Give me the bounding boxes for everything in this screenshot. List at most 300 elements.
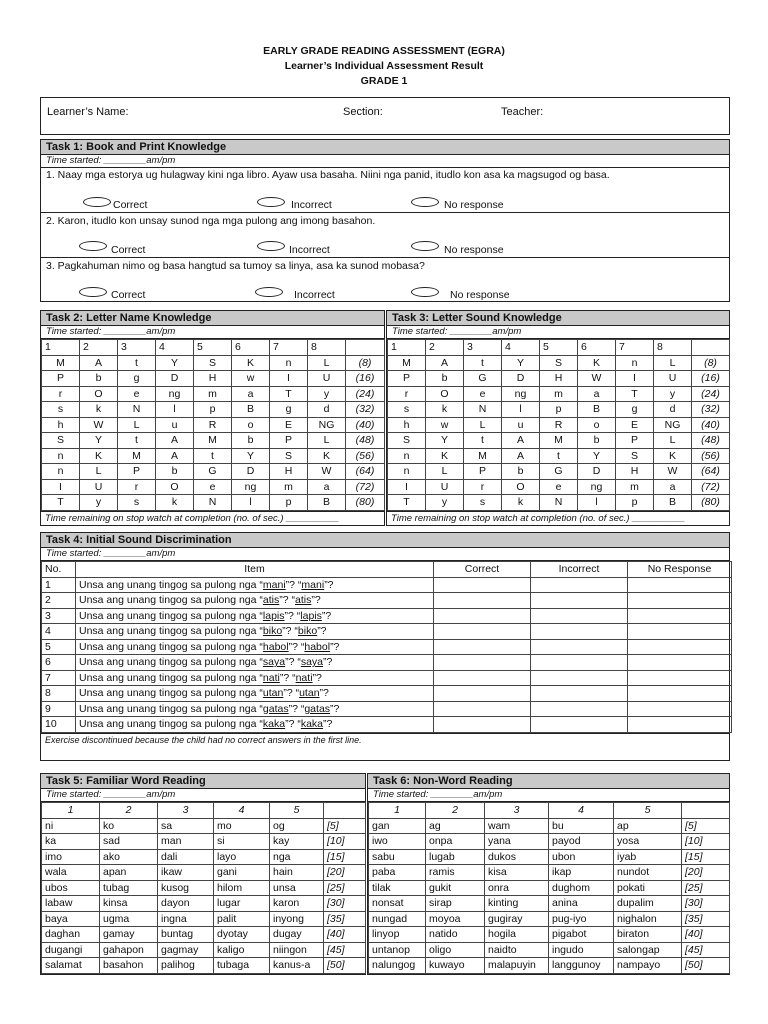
table-cell: paba <box>369 865 426 881</box>
table-cell: s <box>42 402 80 418</box>
row-count-cell: (16) <box>346 371 385 387</box>
no-response-cell[interactable] <box>628 655 732 671</box>
correct-cell[interactable] <box>434 670 531 686</box>
no-response-oval[interactable] <box>411 197 439 207</box>
table-cell: a <box>232 386 270 402</box>
incorrect-cell[interactable] <box>531 624 628 640</box>
table-cell: apan <box>100 865 158 881</box>
correct-cell[interactable] <box>434 655 531 671</box>
incorrect-cell[interactable] <box>531 701 628 717</box>
table-cell: langgunoy <box>549 958 614 974</box>
table-row <box>369 958 730 974</box>
table-cell: n <box>388 448 426 464</box>
no-response-cell[interactable] <box>628 639 732 655</box>
table-row <box>369 849 730 865</box>
column-number: 2 <box>80 340 118 356</box>
table-cell: P <box>270 433 308 449</box>
table-cell: T <box>270 386 308 402</box>
item-number: 3 <box>42 608 76 624</box>
table-cell: inyong <box>270 911 324 927</box>
row-count-cell: (80) <box>346 495 385 511</box>
row-count-cell: (40) <box>692 417 730 433</box>
table-cell: labaw <box>42 896 100 912</box>
incorrect-cell[interactable] <box>531 577 628 593</box>
table-row <box>42 701 732 717</box>
table-cell: kay <box>270 834 324 850</box>
table-cell: U <box>80 479 118 495</box>
row-count-cell: [20] <box>682 865 730 881</box>
incorrect-oval[interactable] <box>257 241 285 251</box>
table-cell: n <box>270 355 308 371</box>
table-cell: H <box>270 464 308 480</box>
table-cell: u <box>156 417 194 433</box>
table-cell: o <box>232 417 270 433</box>
column-number <box>682 803 730 819</box>
correct-oval[interactable] <box>79 287 107 297</box>
table-cell: D <box>578 464 616 480</box>
table-cell: L <box>308 355 346 371</box>
table-row <box>388 479 730 495</box>
column-number: 1 <box>388 340 426 356</box>
table-cell: sad <box>100 834 158 850</box>
column-number: 4 <box>214 803 270 819</box>
table-cell: gahapon <box>100 942 158 958</box>
no-response-cell[interactable] <box>628 670 732 686</box>
table-cell: biraton <box>614 927 682 943</box>
column-number: 5 <box>270 803 324 819</box>
table-cell: linyop <box>369 927 426 943</box>
incorrect-oval[interactable] <box>255 287 283 297</box>
table-cell: l <box>502 402 540 418</box>
table-row <box>369 865 730 881</box>
row-count-cell: [15] <box>324 849 366 865</box>
table-row <box>369 927 730 943</box>
table-cell: ako <box>100 849 158 865</box>
item-number: 4 <box>42 624 76 640</box>
table-cell: wala <box>42 865 100 881</box>
row-count-cell: [10] <box>324 834 366 850</box>
table-cell: onpa <box>426 834 485 850</box>
no-response-oval[interactable] <box>411 287 439 297</box>
task4-footer: Exercise discontinued because the child had no correct answers in the first line. <box>41 733 729 747</box>
incorrect-cell[interactable] <box>531 686 628 702</box>
table-cell: s <box>464 495 502 511</box>
table-cell: A <box>502 448 540 464</box>
item-text: Unsa ang unang tingog sa pulong nga “saya”? “saya”? <box>76 655 434 671</box>
table-cell: y <box>654 386 692 402</box>
row-count-cell: (24) <box>346 386 385 402</box>
column-number: 6 <box>232 340 270 356</box>
option-correct-label: Correct <box>111 244 146 256</box>
row-count-cell: (32) <box>692 402 730 418</box>
row-count-cell: [20] <box>324 865 366 881</box>
row-count-cell: (24) <box>692 386 730 402</box>
task6-time-started: Time started: ________am/pm <box>368 789 729 802</box>
table-cell: niingon <box>270 942 324 958</box>
column-number: 7 <box>616 340 654 356</box>
table-cell: e <box>464 386 502 402</box>
learner-name-label: Learner’s Name: <box>47 106 129 118</box>
table-cell: g <box>118 371 156 387</box>
incorrect-cell[interactable] <box>531 717 628 733</box>
table-cell: b <box>156 464 194 480</box>
table-cell: t <box>540 448 578 464</box>
table-row <box>42 355 385 371</box>
item-prompt: Unsa ang unang tingog sa pulong nga “ <box>79 656 263 669</box>
table-cell: Y <box>80 433 118 449</box>
item-prompt: Unsa ang unang tingog sa pulong nga “ <box>79 578 263 591</box>
incorrect-cell[interactable] <box>531 655 628 671</box>
table-cell: K <box>426 448 464 464</box>
table-cell: S <box>194 355 232 371</box>
table-cell: ikap <box>549 865 614 881</box>
task1-question-1: 1. Naay mga estorya ug hulagway kini nga libro. Ayaw usa basaha. Niini nga panid, itudlo kon asa ka magsugod og basa. <box>46 169 610 181</box>
table-cell: R <box>194 417 232 433</box>
table-cell: palit <box>214 911 270 927</box>
table-cell: e <box>540 479 578 495</box>
item-prompt: Unsa ang unang tingog sa pulong nga “ <box>79 609 263 622</box>
table-cell: L <box>308 433 346 449</box>
table-cell: L <box>118 417 156 433</box>
table-cell: D <box>156 371 194 387</box>
table-row <box>369 942 730 958</box>
table-cell: S <box>42 433 80 449</box>
no-response-cell[interactable] <box>628 624 732 640</box>
table-cell: r <box>42 386 80 402</box>
table-cell: G <box>464 371 502 387</box>
table-cell: w <box>232 371 270 387</box>
table-cell: yosa <box>614 834 682 850</box>
row-count-cell: [35] <box>324 911 366 927</box>
table-cell: M <box>118 448 156 464</box>
task5-section <box>40 773 366 975</box>
table-cell: h <box>42 417 80 433</box>
item-number: 1 <box>42 577 76 593</box>
divider <box>41 257 729 258</box>
table-cell: y <box>426 495 464 511</box>
correct-cell[interactable] <box>434 639 531 655</box>
table-cell: L <box>464 417 502 433</box>
table-cell: p <box>194 402 232 418</box>
item-prompt: Unsa ang unang tingog sa pulong nga “ <box>79 625 263 638</box>
table-cell: pug-iyo <box>549 911 614 927</box>
column-number <box>346 340 385 356</box>
row-count-cell: [45] <box>682 942 730 958</box>
table-cell: ka <box>42 834 100 850</box>
col-header-item: Item <box>76 562 434 578</box>
row-count-cell: (16) <box>692 371 730 387</box>
table-cell: B <box>308 495 346 511</box>
table-cell: malapuyin <box>485 958 549 974</box>
row-count-cell: (72) <box>692 479 730 495</box>
no-response-cell[interactable] <box>628 717 732 733</box>
table-cell: nighalon <box>614 911 682 927</box>
table-row <box>42 371 385 387</box>
no-response-cell[interactable] <box>628 686 732 702</box>
table-cell: t <box>118 433 156 449</box>
item-number: 5 <box>42 639 76 655</box>
row-count-cell: (8) <box>346 355 385 371</box>
table-cell: W <box>578 371 616 387</box>
table-cell: ni <box>42 818 100 834</box>
incorrect-cell[interactable] <box>531 670 628 686</box>
table-cell: A <box>156 448 194 464</box>
row-count-cell: (56) <box>692 448 730 464</box>
table-cell: anina <box>549 896 614 912</box>
table-cell: n <box>616 355 654 371</box>
table-cell: ingna <box>158 911 214 927</box>
item-word: lapis <box>300 609 322 622</box>
table-cell: lugab <box>426 849 485 865</box>
item-word: nati <box>262 671 280 684</box>
table-cell: gukit <box>426 880 485 896</box>
table-row <box>42 717 732 733</box>
row-count-cell: (32) <box>346 402 385 418</box>
no-response-cell[interactable] <box>628 577 732 593</box>
item-text: Unsa ang unang tingog sa pulong nga “gatas”? “gatas”? <box>76 701 434 717</box>
table-cell: nonsat <box>369 896 426 912</box>
table-cell: untanop <box>369 942 426 958</box>
table-cell: L <box>80 464 118 480</box>
incorrect-cell[interactable] <box>531 639 628 655</box>
table-cell: w <box>426 417 464 433</box>
task4-items-table <box>41 561 732 733</box>
table-cell: kanus-a <box>270 958 324 974</box>
table-cell: b <box>232 433 270 449</box>
table-cell: L <box>654 355 692 371</box>
table-cell: m <box>270 479 308 495</box>
table-cell: K <box>308 448 346 464</box>
table-row <box>388 448 730 464</box>
table-cell: kusog <box>158 880 214 896</box>
table-cell: I <box>616 371 654 387</box>
item-word: mani <box>262 578 286 591</box>
table-cell: d <box>654 402 692 418</box>
column-number: 4 <box>156 340 194 356</box>
table-cell: moyoa <box>426 911 485 927</box>
row-count-cell: [25] <box>682 880 730 896</box>
table-cell: U <box>308 371 346 387</box>
table-cell: layo <box>214 849 270 865</box>
table-row <box>388 402 730 418</box>
task2-footer: Time remaining on stop watch at completion (no. of sec.) __________ <box>41 511 384 525</box>
table-cell: O <box>80 386 118 402</box>
header-grade: GRADE 1 <box>360 75 408 87</box>
table-cell: gagmay <box>158 942 214 958</box>
table-row <box>388 386 730 402</box>
table-cell: buntag <box>158 927 214 943</box>
table-cell: gan <box>369 818 426 834</box>
column-number: 2 <box>426 803 485 819</box>
teacher-label: Teacher: <box>501 106 544 118</box>
task2-letter-table <box>41 339 385 511</box>
table-cell: B <box>578 402 616 418</box>
option-correct-label: Correct <box>113 199 148 211</box>
table-row <box>369 834 730 850</box>
correct-cell[interactable] <box>434 624 531 640</box>
no-response-oval[interactable] <box>411 241 439 251</box>
table-cell: og <box>270 818 324 834</box>
item-word: atis <box>295 594 312 607</box>
table-cell: M <box>464 448 502 464</box>
correct-oval[interactable] <box>83 197 111 207</box>
table-row <box>42 670 732 686</box>
table-cell: sa <box>158 818 214 834</box>
table-cell: A <box>80 355 118 371</box>
option-no-response-label: No response <box>444 244 504 256</box>
column-number: 4 <box>502 340 540 356</box>
table-cell: b <box>578 433 616 449</box>
table-header-row <box>388 340 730 356</box>
table-cell: ng <box>578 479 616 495</box>
correct-cell[interactable] <box>434 593 531 609</box>
item-word: biko <box>297 625 318 638</box>
table-cell: basahon <box>100 958 158 974</box>
task1-title: Task 1: Book and Print Knowledge <box>41 140 729 155</box>
column-number: 8 <box>308 340 346 356</box>
correct-oval[interactable] <box>79 241 107 251</box>
table-cell: ap <box>614 818 682 834</box>
column-number: 3 <box>118 340 156 356</box>
table-header-row <box>42 803 366 819</box>
no-response-cell[interactable] <box>628 608 732 624</box>
task1-time-started: Time started: ________am/pm <box>41 155 729 168</box>
item-word: lapis <box>262 609 285 622</box>
table-cell: dupalim <box>614 896 682 912</box>
item-prompt: Unsa ang unang tingog sa pulong nga “ <box>79 687 263 700</box>
table-cell: A <box>502 433 540 449</box>
table-cell: salamat <box>42 958 100 974</box>
table-cell: ugma <box>100 911 158 927</box>
table-cell: karon <box>270 896 324 912</box>
table-header-row <box>42 340 385 356</box>
table-row <box>42 880 366 896</box>
table-cell: K <box>80 448 118 464</box>
table-cell: m <box>616 479 654 495</box>
table-cell: pokati <box>614 880 682 896</box>
table-cell: b <box>502 464 540 480</box>
table-cell: d <box>308 402 346 418</box>
task1-question-3: 3. Pagkahuman nimo og basa hangtud sa tumoy sa linya, asa ka sunod mobasa? <box>46 260 425 272</box>
correct-cell[interactable] <box>434 608 531 624</box>
table-cell: B <box>654 495 692 511</box>
item-word: mani <box>301 578 325 591</box>
table-cell: u <box>502 417 540 433</box>
item-word: gatas <box>304 702 331 715</box>
table-cell: ng <box>156 386 194 402</box>
table-cell: M <box>42 355 80 371</box>
option-incorrect-label: Incorrect <box>289 244 330 256</box>
row-count-cell: (48) <box>692 433 730 449</box>
table-cell: k <box>426 402 464 418</box>
table-cell: ubon <box>549 849 614 865</box>
table-cell: man <box>158 834 214 850</box>
row-count-cell: [5] <box>324 818 366 834</box>
column-number: 6 <box>578 340 616 356</box>
table-cell: ramis <box>426 865 485 881</box>
table-cell: ng <box>502 386 540 402</box>
table-row <box>42 417 385 433</box>
table-cell: t <box>194 448 232 464</box>
table-cell: dyotay <box>214 927 270 943</box>
no-response-cell[interactable] <box>628 593 732 609</box>
table-cell: p <box>270 495 308 511</box>
table-cell: tilak <box>369 880 426 896</box>
table-cell: dayon <box>158 896 214 912</box>
no-response-cell[interactable] <box>628 701 732 717</box>
item-word: kaka <box>262 718 286 731</box>
column-number: 1 <box>42 340 80 356</box>
table-cell: a <box>654 479 692 495</box>
table-cell: naidto <box>485 942 549 958</box>
item-word: atis <box>262 594 280 607</box>
correct-cell[interactable] <box>434 577 531 593</box>
table-cell: S <box>388 433 426 449</box>
task4-section <box>40 532 730 761</box>
row-count-cell: (64) <box>692 464 730 480</box>
column-number: 5 <box>614 803 682 819</box>
table-row <box>42 608 732 624</box>
incorrect-oval[interactable] <box>257 197 285 207</box>
column-number: 4 <box>549 803 614 819</box>
table-cell: N <box>540 495 578 511</box>
item-prompt: Unsa ang unang tingog sa pulong nga “ <box>79 702 263 715</box>
table-row <box>42 448 385 464</box>
table-cell: N <box>118 402 156 418</box>
row-count-cell: (80) <box>692 495 730 511</box>
table-cell: dughom <box>549 880 614 896</box>
table-cell: y <box>308 386 346 402</box>
table-row <box>42 942 366 958</box>
table-cell: kisa <box>485 865 549 881</box>
table-cell: g <box>270 402 308 418</box>
correct-cell[interactable] <box>434 717 531 733</box>
task6-title: Task 6: Non-Word Reading <box>368 774 729 789</box>
column-number <box>692 340 730 356</box>
table-cell: l <box>156 402 194 418</box>
column-number: 3 <box>485 803 549 819</box>
table-row <box>388 464 730 480</box>
table-cell: k <box>156 495 194 511</box>
column-number: 3 <box>158 803 214 819</box>
table-cell: O <box>426 386 464 402</box>
table-cell: hogila <box>485 927 549 943</box>
item-text: Unsa ang unang tingog sa pulong nga “habol”? “habol”? <box>76 639 434 655</box>
table-cell: pigabot <box>549 927 614 943</box>
item-word: gatas <box>262 702 289 715</box>
table-cell: Y <box>426 433 464 449</box>
table-cell: r <box>388 386 426 402</box>
table-row <box>369 896 730 912</box>
header-title: EARLY GRADE READING ASSESSMENT (EGRA) <box>263 45 505 57</box>
task3-time-started: Time started: ________am/pm <box>387 326 729 339</box>
table-cell: I <box>388 479 426 495</box>
incorrect-cell[interactable] <box>531 608 628 624</box>
learner-info-box <box>40 97 730 135</box>
row-count-cell: [10] <box>682 834 730 850</box>
correct-cell[interactable] <box>434 701 531 717</box>
table-cell: S <box>270 448 308 464</box>
task2-time-started: Time started: ________am/pm <box>41 326 384 339</box>
table-row <box>42 433 385 449</box>
col-header-no-response: No Response <box>628 562 732 578</box>
col-header-incorrect: Incorrect <box>531 562 628 578</box>
incorrect-cell[interactable] <box>531 593 628 609</box>
table-cell: iwo <box>369 834 426 850</box>
table-row <box>42 479 385 495</box>
correct-cell[interactable] <box>434 686 531 702</box>
table-row <box>369 818 730 834</box>
